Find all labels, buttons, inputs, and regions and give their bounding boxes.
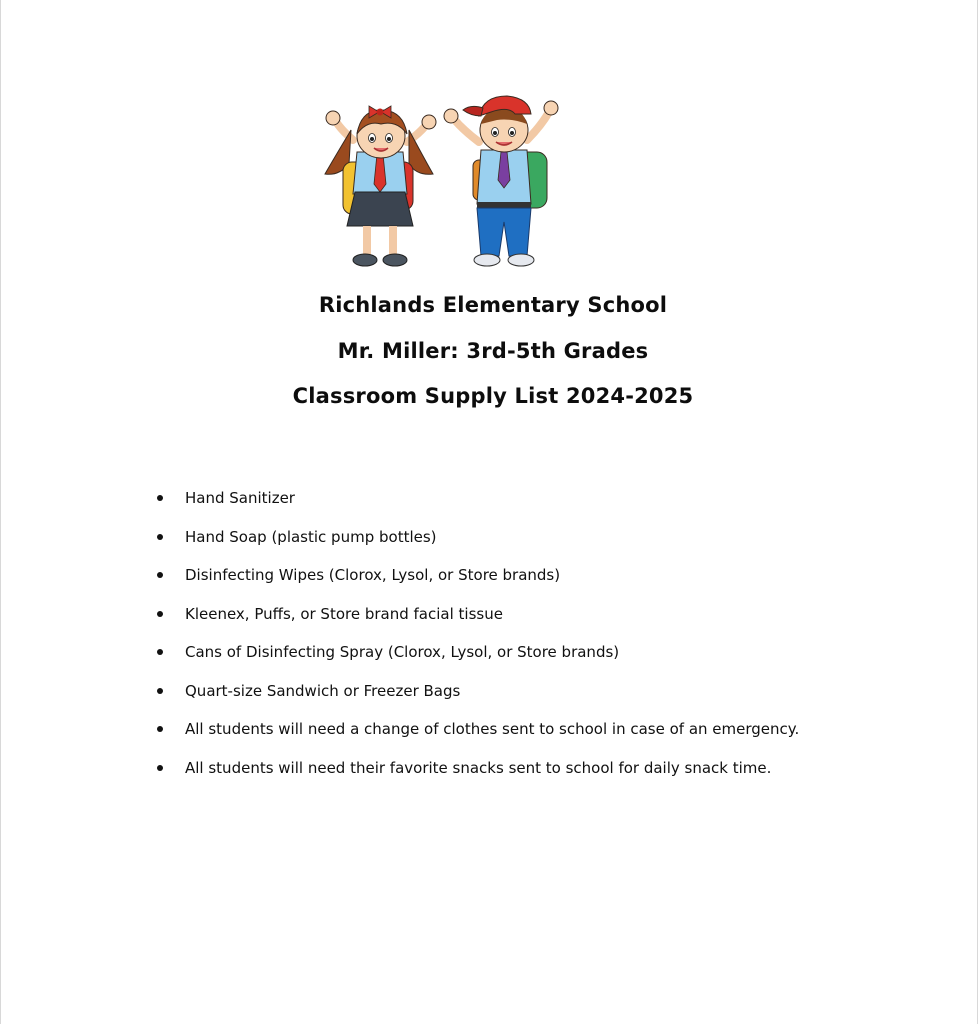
list-item-text: Disinfecting Wipes (Clorox, Lysol, or Store brands): [185, 566, 561, 584]
bullet-icon: [157, 765, 163, 771]
bullet-icon: [157, 726, 163, 732]
girl-figure: [325, 106, 436, 266]
bullet-icon: [157, 688, 163, 694]
supply-list-title: Classroom Supply List 2024-2025: [292, 384, 694, 408]
kids-with-backpacks-icon: [311, 90, 581, 272]
list-item: [151, 557, 941, 596]
list-item-text: Quart-size Sandwich or Freezer Bags: [185, 681, 461, 700]
bullet-icon: [157, 611, 163, 617]
boy-figure: [444, 96, 558, 266]
list-item: [151, 480, 941, 519]
bullet-icon: [157, 572, 163, 578]
list-item-text: Hand Sanitizer: [185, 489, 295, 507]
bullet-icon: [157, 649, 163, 655]
list-item-text: Hand Soap (plastic pump bottles): [185, 527, 437, 546]
list-item: [151, 750, 941, 789]
list-item: [151, 519, 941, 558]
list-item-text: Kleenex, Puffs, or Store brand facial tissue: [185, 604, 503, 623]
list-item: [151, 673, 941, 712]
heading-block: [1, 283, 980, 420]
list-item-text: All students will need a change of clothes sent to school in case of an emergency.: [185, 720, 800, 738]
list-item-text: All students will need their favorite snacks sent to school for daily snack time.: [185, 758, 772, 777]
supply-list: [151, 480, 941, 788]
teacher-grades-heading: Mr. Miller: 3rd-5th Grades: [337, 338, 649, 363]
school-name-heading: Richlands Elementary School: [318, 293, 668, 317]
bullet-icon: [157, 534, 163, 540]
list-item: [151, 634, 941, 673]
list-item-text: Cans of Disinfecting Spray (Clorox, Lysol, or Store brands): [185, 643, 620, 661]
bullet-icon: [157, 495, 163, 501]
list-item: [151, 711, 941, 750]
list-item: [151, 596, 941, 635]
